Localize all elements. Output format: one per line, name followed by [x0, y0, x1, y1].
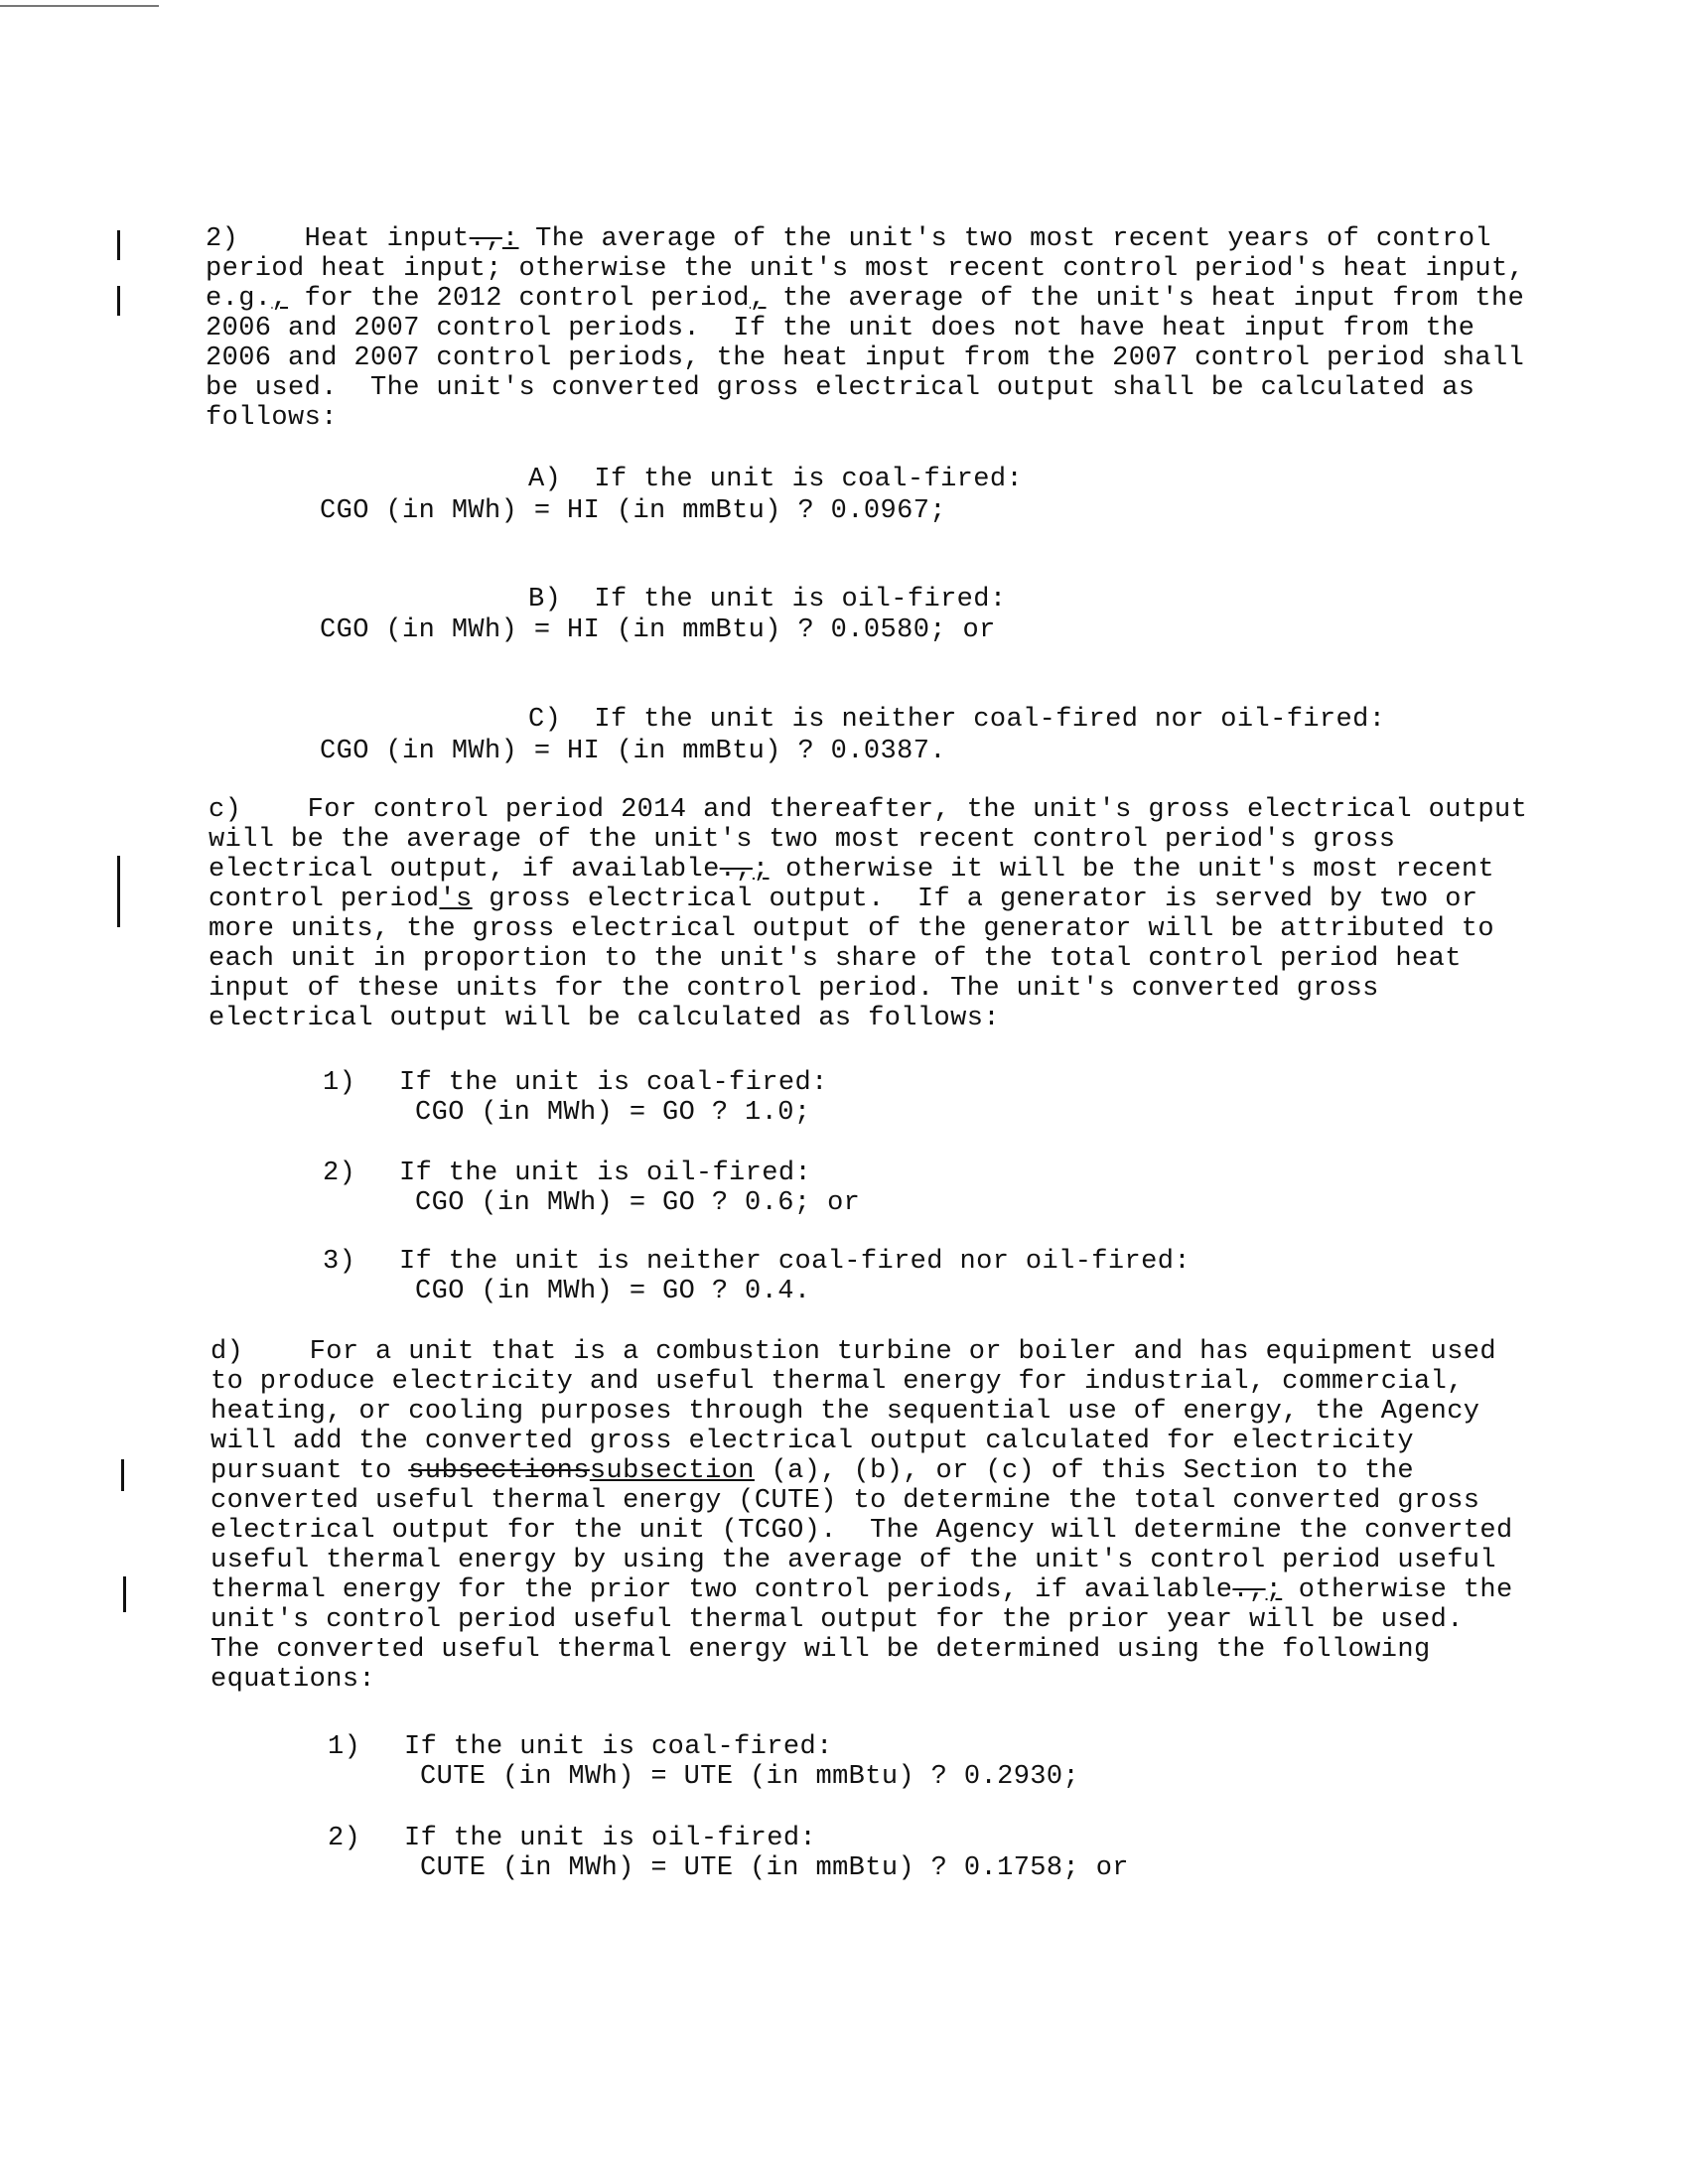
- list-number: 2): [328, 1824, 361, 1853]
- inserted-text: ;: [1265, 1575, 1283, 1605]
- paragraph-line: [206, 284, 1524, 314]
- paragraph-line: c) For control period 2014 and thereafter, the unit's gross electrical output: [209, 795, 1528, 825]
- deleted-text: subsections: [408, 1456, 590, 1486]
- inserted-text: :: [501, 224, 519, 254]
- formula-equation: CGO (in MWh) = GO ? 0.4.: [415, 1277, 811, 1306]
- inserted-text: 's: [439, 885, 473, 914]
- paragraph-line: equations:: [210, 1665, 376, 1695]
- text-segment: 2) Heat input: [206, 224, 470, 254]
- paragraph-line: to produce electricity and useful thermal energy for industrial, commercial,: [210, 1367, 1464, 1397]
- deleted-text: .,: [469, 224, 502, 254]
- text-segment: gross electrical output. If a generator is served by two or: [472, 885, 1478, 914]
- formula-heading: A) If the unit is coal-fired:: [528, 465, 1024, 494]
- paragraph-line: converted useful thermal energy (CUTE) to determine the total converted gross: [210, 1486, 1480, 1516]
- scan-edge-line: [0, 5, 159, 7]
- paragraph-line: [206, 224, 1491, 254]
- formula-heading: If the unit is neither coal-fired nor oil-fired:: [399, 1247, 1191, 1277]
- text-segment: otherwise it will be the unit's most recent: [769, 855, 1495, 885]
- deleted-text: .,: [719, 855, 753, 885]
- change-bar: [123, 1576, 126, 1612]
- paragraph-line: electrical output will be calculated as follows:: [209, 1004, 1000, 1033]
- inserted-text: ,: [271, 284, 289, 314]
- change-bar: [117, 856, 120, 927]
- list-number: 1): [328, 1732, 361, 1762]
- formula-equation: CGO (in MWh) = GO ? 0.6; or: [415, 1188, 861, 1218]
- deleted-text: .,: [1232, 1575, 1266, 1605]
- list-number: 1): [323, 1068, 356, 1098]
- text-segment: (a), (b), or (c) of this Section to the: [754, 1456, 1415, 1486]
- formula-heading: If the unit is oil-fired:: [404, 1824, 817, 1853]
- text-segment: the average of the unit's heat input from the: [766, 284, 1525, 314]
- text-segment: pursuant to: [210, 1456, 409, 1486]
- formula-heading: If the unit is coal-fired:: [399, 1068, 828, 1098]
- formula-heading: C) If the unit is neither coal-fired nor oil-fired:: [528, 705, 1386, 735]
- paragraph-line: input of these units for the control period. The unit's converted gross: [209, 974, 1379, 1004]
- paragraph-line: will add the converted gross electrical output calculated for electricity: [210, 1427, 1414, 1456]
- formula-equation: CUTE (in MWh) = UTE (in mmBtu) ? 0.2930;: [420, 1762, 1080, 1792]
- formula-equation: CGO (in MWh) = HI (in mmBtu) ? 0.0580; or: [320, 615, 996, 645]
- formula-equation: CGO (in MWh) = HI (in mmBtu) ? 0.0387.: [320, 737, 946, 766]
- text-segment: The average of the unit's two most recent years of control: [518, 224, 1492, 254]
- paragraph-line: 2006 and 2007 control periods. If the unit does not have heat input from the: [206, 314, 1475, 343]
- text-segment: electrical output, if available: [209, 855, 720, 885]
- formula-heading: If the unit is oil-fired:: [399, 1159, 812, 1188]
- text-segment: control period: [209, 885, 440, 914]
- paragraph-line: period heat input; otherwise the unit's most recent control period's heat input,: [206, 254, 1525, 284]
- text-segment: otherwise the: [1282, 1575, 1513, 1605]
- paragraph-line: [209, 855, 1494, 885]
- text-segment: e.g.: [206, 284, 272, 314]
- paragraph-line: heating, or cooling purposes through the sequential use of energy, the Agency: [210, 1397, 1480, 1427]
- formula-equation: CGO (in MWh) = HI (in mmBtu) ? 0.0967;: [320, 496, 946, 526]
- inserted-text: ;: [752, 855, 770, 885]
- formula-equation: CUTE (in MWh) = UTE (in mmBtu) ? 0.1758; or: [420, 1853, 1129, 1883]
- formula-heading: If the unit is coal-fired:: [404, 1732, 833, 1762]
- list-number: 2): [323, 1159, 356, 1188]
- change-bar: [117, 230, 120, 260]
- paragraph-line: The converted useful thermal energy will be determined using the following: [210, 1635, 1431, 1665]
- text-segment: for the 2012 control period: [288, 284, 750, 314]
- change-bar: [117, 286, 120, 316]
- paragraph-line: will be the average of the unit's two most recent control period's gross: [209, 825, 1396, 855]
- inserted-text: subsection: [589, 1456, 755, 1486]
- formula-equation: CGO (in MWh) = GO ? 1.0;: [415, 1098, 811, 1128]
- paragraph-line: follows:: [206, 403, 338, 433]
- paragraph-line: be used. The unit's converted gross electrical output shall be calculated as: [206, 373, 1475, 403]
- paragraph-line: each unit in proportion to the unit's share of the total control period heat: [209, 944, 1462, 974]
- text-segment: thermal energy for the prior two control periods, if available: [210, 1575, 1233, 1605]
- change-bar: [121, 1459, 124, 1491]
- paragraph-line: useful thermal energy by using the average of the unit's control period useful: [210, 1546, 1497, 1575]
- paragraph-line: [210, 1575, 1513, 1605]
- paragraph-line: unit's control period useful thermal output for the prior year will be used.: [210, 1605, 1464, 1635]
- paragraph-line: [210, 1456, 1414, 1486]
- paragraph-line: d) For a unit that is a combustion turbine or boiler and has equipment used: [210, 1337, 1497, 1367]
- paragraph-line: more units, the gross electrical output of the generator will be attributed to: [209, 914, 1495, 944]
- formula-heading: B) If the unit is oil-fired:: [528, 585, 1007, 614]
- paragraph-line: 2006 and 2007 control periods, the heat input from the 2007 control period shall: [206, 343, 1525, 373]
- paragraph-line: electrical output for the unit (TCGO). The Agency will determine the converted: [210, 1516, 1513, 1546]
- paragraph-line: [209, 885, 1477, 914]
- list-number: 3): [323, 1247, 356, 1277]
- inserted-text: ,: [749, 284, 767, 314]
